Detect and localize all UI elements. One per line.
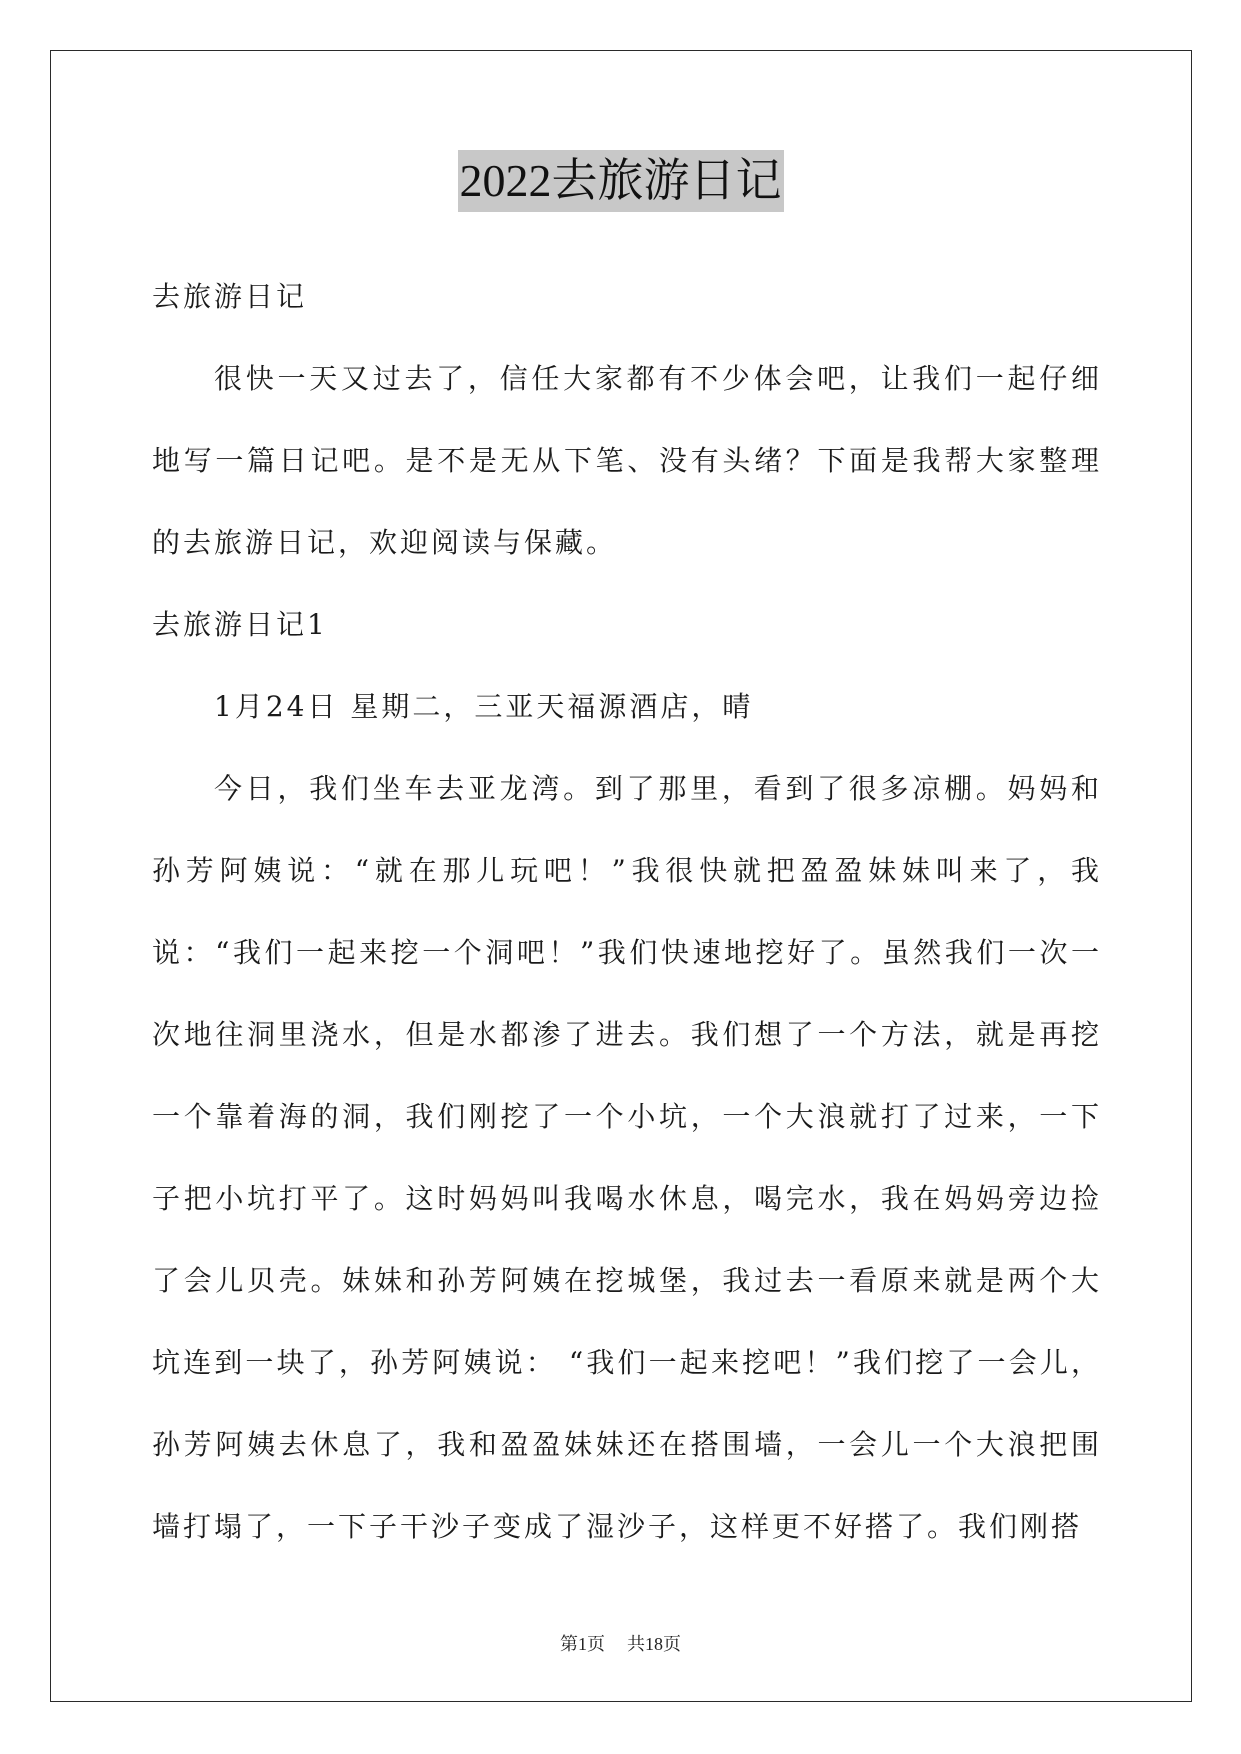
document-body <box>152 256 1102 1568</box>
page-number: 第1页 <box>560 1634 605 1654</box>
paragraph: 很快一天又过去了，信任大家都有不少体会吧，让我们一起仔细地写一篇日记吧。是不是无从下笔、没有头绪？下面是我帮大家整理的去旅游日记，欢迎阅读与保藏。 <box>152 362 1102 559</box>
document-title: 2022去旅游日记 <box>458 150 784 212</box>
title-container <box>0 150 1241 212</box>
paragraph: 1月24日 星期二，三亚天福源酒店，晴 <box>214 690 754 723</box>
page-footer <box>0 1630 1241 1656</box>
paragraph: 去旅游日记1 <box>152 608 328 641</box>
page-total: 共18页 <box>627 1634 681 1654</box>
paragraph: 今日，我们坐车去亚龙湾。到了那里，看到了很多凉棚。妈妈和孙芳阿姨说：“就在那儿玩吧！”我很快就把盈盈妹妹叫来了，我说：“我们一起来挖一个洞吧！”我们快速地挖好了。虽然我们一次一次地往洞里浇水，但是水都渗了进去。我们想了一个方法，就是再挖一个靠着海的洞，我们刚挖了一个小坑，一个大浪就打了过来，一下子把小坑打平了。这时妈妈叫我喝水休息，喝完水，我在妈妈旁边捡了会儿贝壳。妹妹和孙芳阿姨在挖城堡，我过去一看原来就是两个大坑连到一块了，孙芳阿姨说： “我们一起来挖吧！”我们挖了一会儿，孙芳阿姨去休息了，我和盈盈妹妹还在搭围墙，一会儿一个大浪把围墙打塌了，一下子干沙子变成了湿沙子，这样更不好搭了。我们刚搭 <box>152 772 1102 1543</box>
paragraph: 去旅游日记 <box>152 280 308 313</box>
